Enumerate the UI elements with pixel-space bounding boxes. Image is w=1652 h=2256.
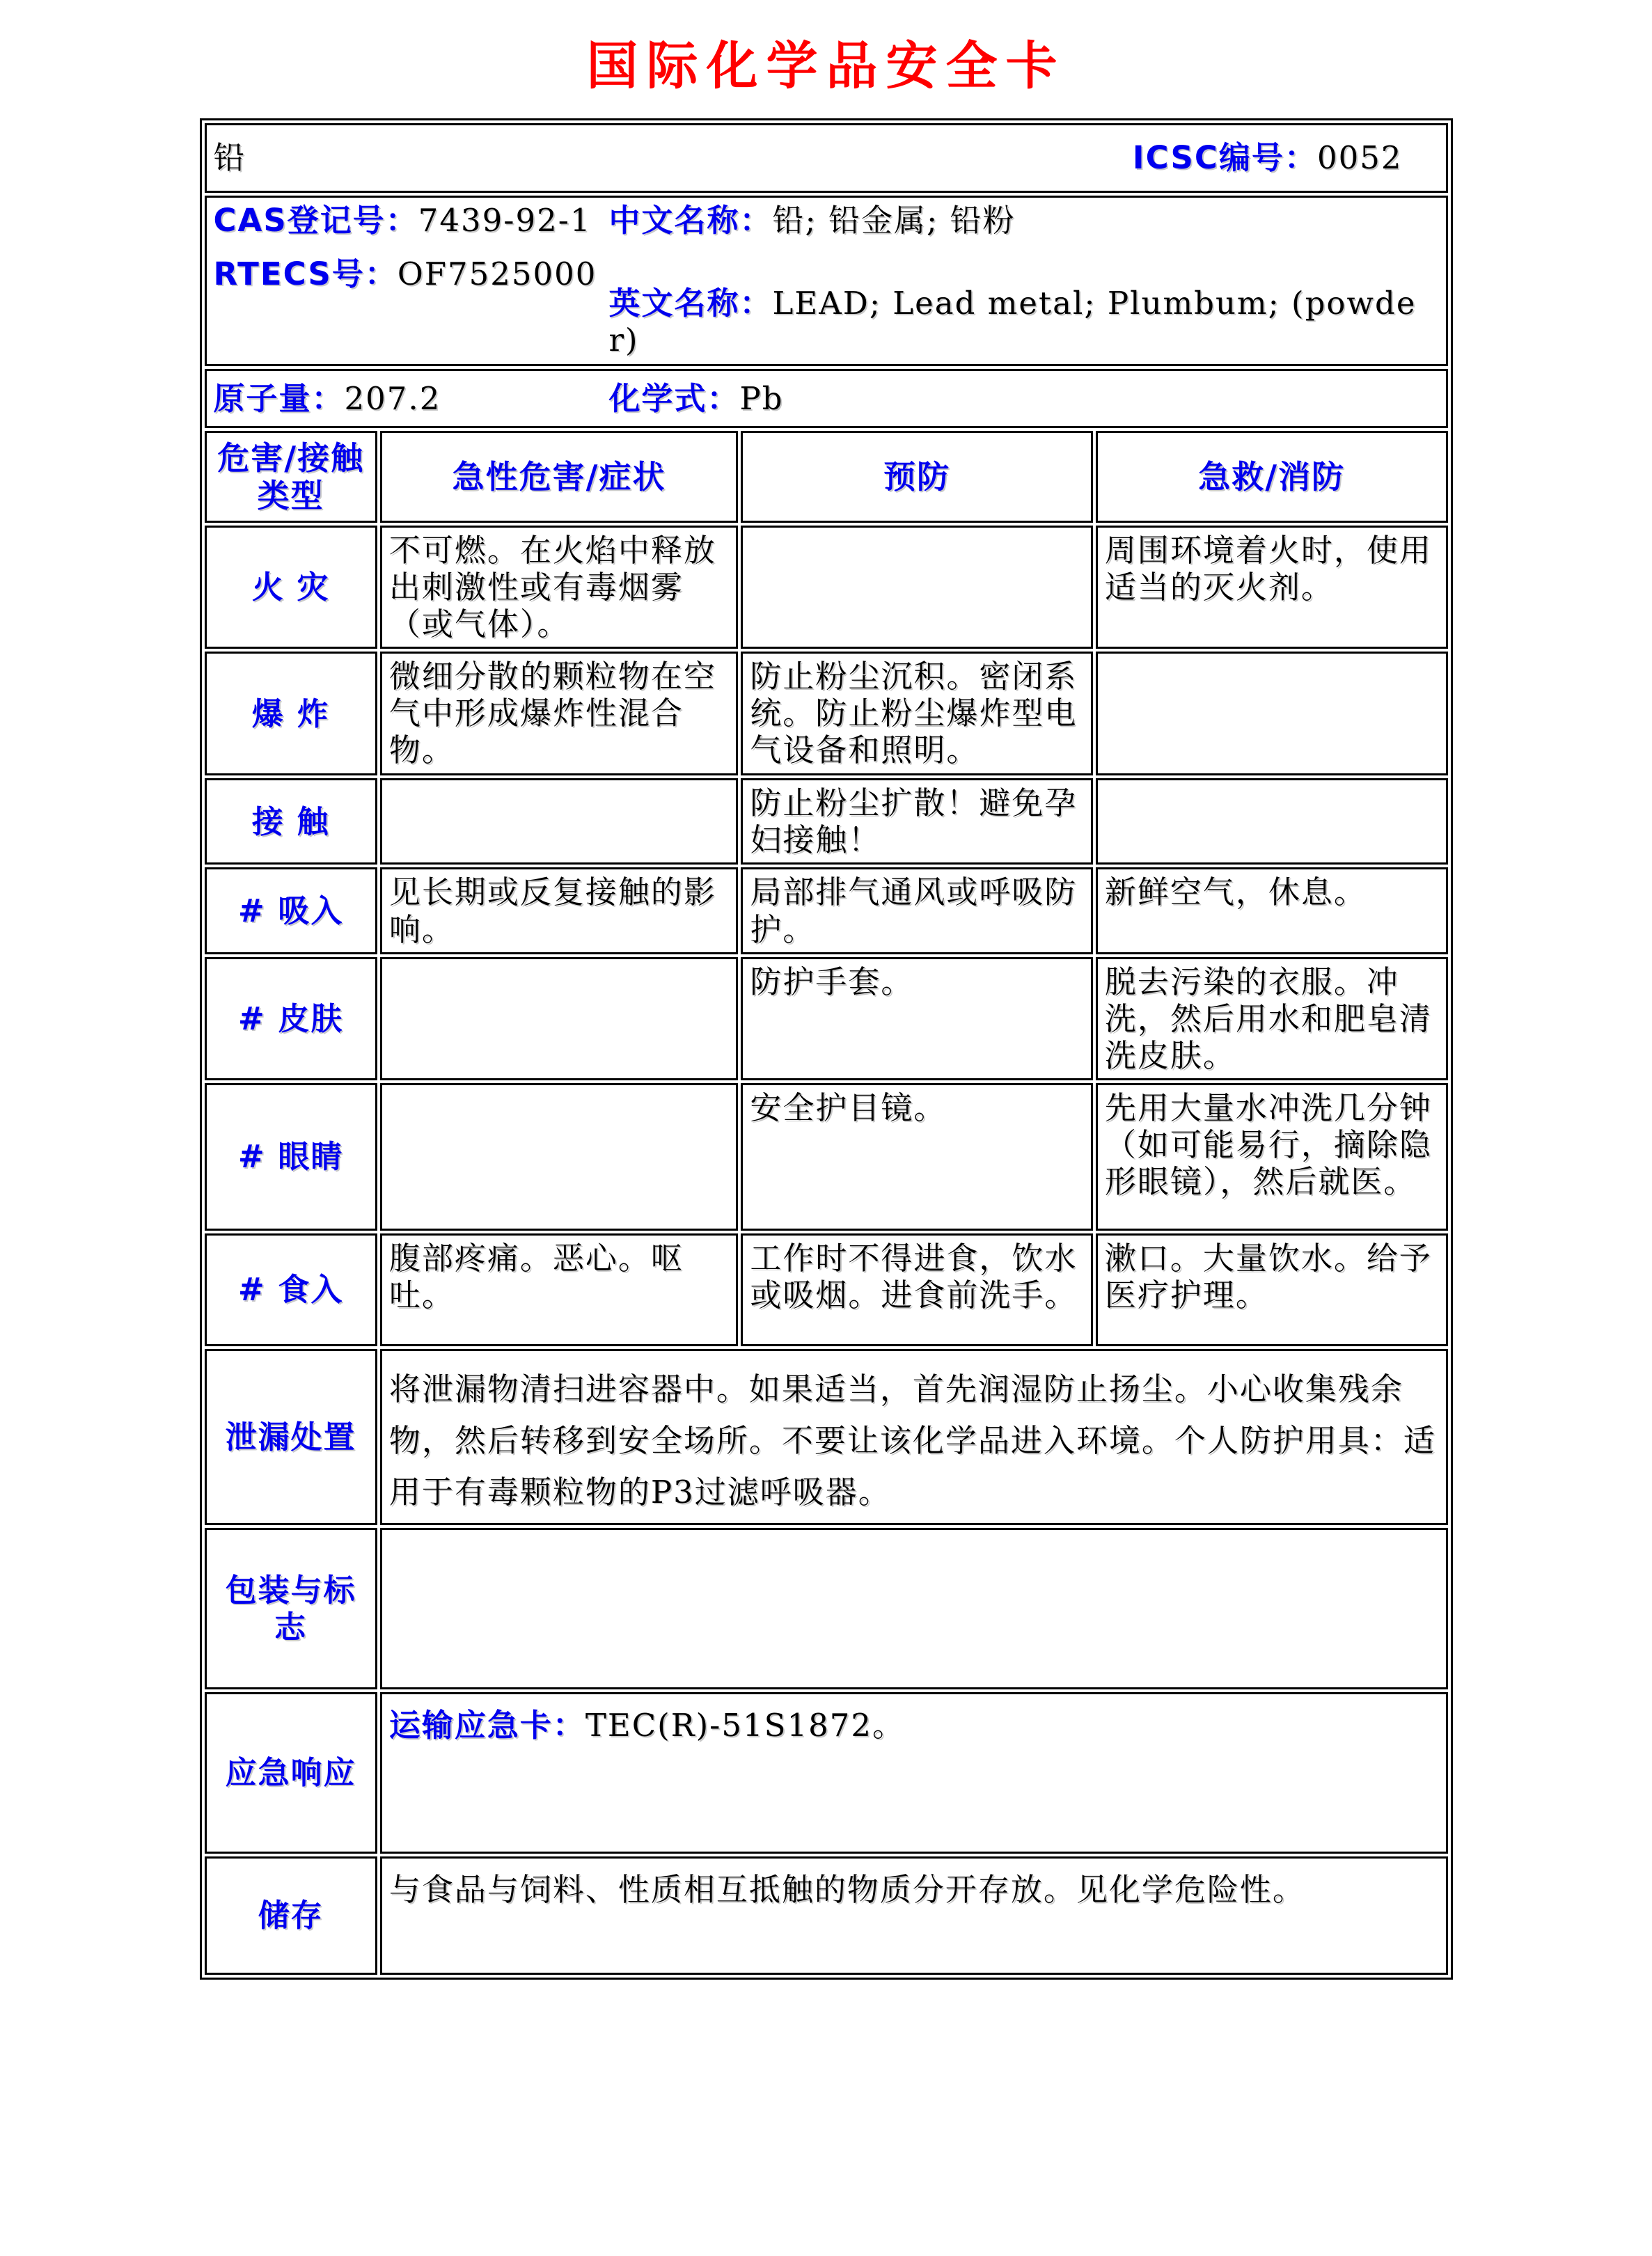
en-name-value: LEAD; Lead metal; Plumbum; (powder): [608, 285, 1417, 359]
substance-name: 铅: [213, 139, 246, 177]
identification-cell: [205, 196, 1448, 366]
ingestion-first-aid: 漱口。大量饮水。给予医疗护理。: [1096, 1233, 1448, 1346]
formula-label: 化学式：: [608, 379, 740, 417]
column-header-prevention: 预防: [741, 431, 1093, 523]
fire-prevention: [741, 526, 1093, 649]
cn-name-label: 中文名称：: [608, 202, 773, 239]
icsc-number-label: ICSC编号：: [1132, 139, 1317, 177]
hazard-label-contact: 接 触: [205, 778, 377, 865]
column-header-first-aid: 急救/消防: [1096, 431, 1448, 523]
contact-first-aid: [1096, 778, 1448, 865]
hazard-row-eyes: [205, 1083, 1448, 1231]
section-row-storage: [205, 1856, 1448, 1975]
cn-name-value: 铅; 铅金属; 铅粉: [772, 202, 1016, 239]
section-row-packaging: [205, 1528, 1448, 1689]
atomic-formula-cell: [205, 369, 1448, 428]
rtecs-label: RTECS号：: [213, 255, 398, 293]
hazard-row-skin: [205, 957, 1448, 1080]
en-name-label: 英文名称：: [608, 285, 773, 322]
transport-card-label: 运输应急卡：: [388, 1706, 585, 1744]
skin-prevention: 防护手套。: [741, 957, 1093, 1080]
column-header-hazard-type-line2: 类型: [257, 477, 324, 514]
hazard-label-explosion: 爆 炸: [205, 652, 377, 775]
hazard-row-contact: [205, 778, 1448, 865]
eyes-symptoms: [380, 1083, 738, 1231]
fire-symptoms: 不可燃。在火焰中释放出刺激性或有毒烟雾（或气体）。: [380, 526, 738, 649]
icsc-card-table: [200, 118, 1453, 1980]
hazard-table-header-row: [205, 431, 1448, 523]
spillage-content: 将泄漏物清扫进容器中。如果适当，首先润湿防止扬尘。小心收集残余物，然后转移到安全场所。不要让该化学品进入环境。个人防护用具：适用于有毒颗粒物的P3过滤呼吸器。: [380, 1349, 1448, 1525]
atomic-weight-value: 207.2: [344, 379, 441, 417]
ingestion-prevention: 工作时不得进食，饮水或吸烟。进食前洗手。: [741, 1233, 1093, 1346]
page-title: 国际化学品安全卡: [586, 36, 1066, 96]
atomic-formula-row: [205, 369, 1448, 428]
hazard-row-fire: [205, 526, 1448, 649]
identification-row: [205, 196, 1448, 366]
explosion-symptoms: 微细分散的颗粒物在空气中形成爆炸性混合物。: [380, 652, 738, 775]
eyes-prevention: 安全护目镜。: [741, 1083, 1093, 1231]
hazard-label-inhalation: # 吸入: [205, 867, 377, 954]
rtecs-value: OF7525000: [397, 255, 597, 293]
hazard-label-skin: # 皮肤: [205, 957, 377, 1080]
cas-value: 7439-92-1: [418, 202, 592, 239]
packaging-content: [380, 1528, 1448, 1689]
section-label-storage: 储存: [205, 1856, 377, 1975]
ingestion-symptoms: 腹部疼痛。恶心。呕吐。: [380, 1233, 738, 1346]
column-header-hazard-type-line1: 危害/接触: [217, 439, 365, 477]
section-label-emergency: 应急响应: [205, 1692, 377, 1854]
section-row-emergency: [205, 1692, 1448, 1854]
cas-label: CAS登记号：: [213, 202, 418, 239]
hazard-label-ingestion: # 食入: [205, 1233, 377, 1346]
skin-symptoms: [380, 957, 738, 1080]
contact-symptoms: [380, 778, 738, 865]
inhalation-symptoms: 见长期或反复接触的影响。: [380, 867, 738, 954]
column-header-symptoms: 急性危害/症状: [380, 431, 738, 523]
contact-prevention: 防止粉尘扩散！避免孕妇接触！: [741, 778, 1093, 865]
storage-content: 与食品与饲料、性质相互抵触的物质分开存放。见化学危险性。: [380, 1856, 1448, 1975]
section-label-packaging: 包装与标志: [205, 1528, 377, 1689]
atomic-weight-label: 原子量：: [213, 379, 345, 417]
eyes-first-aid: 先用大量水冲洗几分钟（如可能易行，摘除隐形眼镜），然后就医。: [1096, 1083, 1448, 1231]
column-header-hazard-type: [205, 431, 377, 523]
inhalation-prevention: 局部排气通风或呼吸防护。: [741, 867, 1093, 954]
skin-first-aid: 脱去污染的衣服。冲洗，然后用水和肥皂清洗皮肤。: [1096, 957, 1448, 1080]
hazard-row-inhalation: [205, 867, 1448, 954]
hazard-label-fire: 火 灾: [205, 526, 377, 649]
hazard-row-ingestion: [205, 1233, 1448, 1346]
transport-card-value: TEC(R)-51S1872。: [585, 1706, 905, 1744]
formula-value: Pb: [739, 379, 784, 417]
explosion-prevention: 防止粉尘沉积。密闭系统。防止粉尘爆炸型电气设备和照明。: [741, 652, 1093, 775]
icsc-number-value: 0052: [1316, 139, 1403, 177]
hazard-row-explosion: [205, 652, 1448, 775]
substance-header-cell: [205, 123, 1448, 193]
fire-first-aid: 周围环境着火时，使用适当的灭火剂。: [1096, 526, 1448, 649]
section-row-spillage: [205, 1349, 1448, 1525]
section-label-spillage: 泄漏处置: [205, 1349, 377, 1525]
emergency-content: [380, 1692, 1448, 1854]
hazard-label-eyes: # 眼睛: [205, 1083, 377, 1231]
inhalation-first-aid: 新鲜空气，休息。: [1096, 867, 1448, 954]
explosion-first-aid: [1096, 652, 1448, 775]
substance-header-row: [205, 123, 1448, 193]
